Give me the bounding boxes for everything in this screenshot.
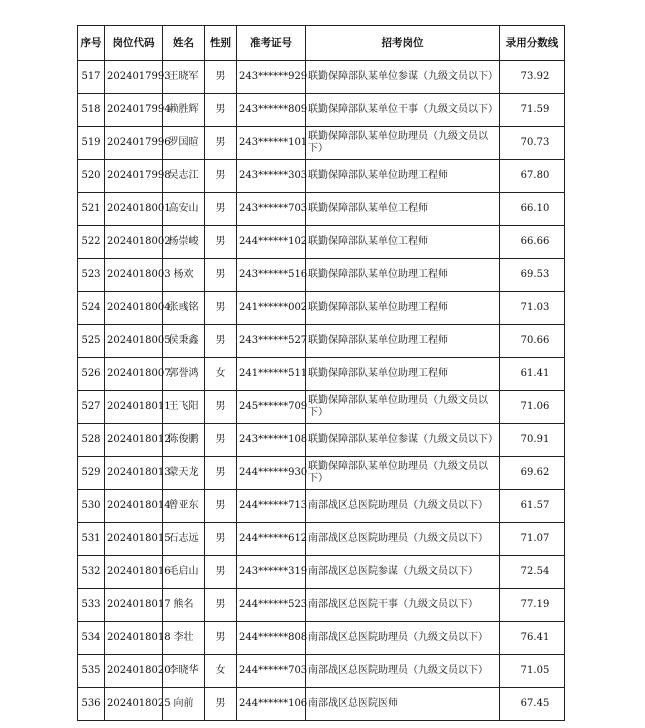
- cell-ticket-number: 243******703: [237, 193, 306, 226]
- cell-gender: 女: [205, 655, 237, 688]
- cell-serial: 527: [78, 391, 105, 424]
- cell-gender: 男: [205, 622, 237, 655]
- cell-ticket-number: 243******929: [237, 61, 306, 94]
- cell-gender: 男: [205, 688, 237, 721]
- cell-position: 联勤保障部队某单位工程师: [306, 193, 500, 226]
- cell-serial: 517: [78, 61, 105, 94]
- cell-name: 石志远: [163, 523, 205, 556]
- table-row: [78, 523, 565, 556]
- table-row: [78, 259, 565, 292]
- cell-post-code: 2024018013: [105, 457, 163, 490]
- table-row: [78, 589, 565, 622]
- cell-ticket-number: 243******516: [237, 259, 306, 292]
- cell-name: 赖胜辉: [163, 94, 205, 127]
- cell-post-code: 2024018011: [105, 391, 163, 424]
- table-row: [78, 160, 565, 193]
- cell-score: 71.05: [500, 655, 565, 688]
- cell-gender: 男: [205, 94, 237, 127]
- cell-post-code: 2024018004: [105, 292, 163, 325]
- cell-post-code: 2024018020: [105, 655, 163, 688]
- table-row: [78, 556, 565, 589]
- cell-name: 熊名: [163, 589, 205, 622]
- cell-post-code: 2024018012: [105, 424, 163, 457]
- cell-gender: 男: [205, 325, 237, 358]
- cell-post-code: 2024018018: [105, 622, 163, 655]
- table-row: [78, 655, 565, 688]
- cell-score: 73.92: [500, 61, 565, 94]
- cell-score: 61.57: [500, 490, 565, 523]
- cell-position: 联勤保障部队某单位参谋（九级文员以下）: [306, 424, 500, 457]
- cell-serial: 525: [78, 325, 105, 358]
- cell-serial: 520: [78, 160, 105, 193]
- cell-ticket-number: 245******709: [237, 391, 306, 424]
- cell-name: 杨崇峻: [163, 226, 205, 259]
- table-row: [78, 193, 565, 226]
- cell-score: 69.53: [500, 259, 565, 292]
- cell-post-code: 2024018015: [105, 523, 163, 556]
- cell-post-code: 2024017993: [105, 61, 163, 94]
- table-row: [78, 457, 565, 490]
- table-body: [78, 61, 565, 721]
- cell-serial: 519: [78, 127, 105, 160]
- cell-score: 71.07: [500, 523, 565, 556]
- cell-ticket-number: 243******303: [237, 160, 306, 193]
- cell-post-code: 2024018014: [105, 490, 163, 523]
- cell-name: 蒙天龙: [163, 457, 205, 490]
- cell-ticket-number: 244******703: [237, 655, 306, 688]
- cell-gender: 男: [205, 457, 237, 490]
- cell-score: 76.41: [500, 622, 565, 655]
- cell-post-code: 2024017996: [105, 127, 163, 160]
- cell-position: 南部战区总医院医师: [306, 688, 500, 721]
- cell-gender: 男: [205, 556, 237, 589]
- cell-score: 77.19: [500, 589, 565, 622]
- header-score-line: 录用分数线: [500, 26, 565, 61]
- cell-position: 南部战区总医院助理员（九级文员以下）: [306, 523, 500, 556]
- cell-position: 南部战区总医院干事（九级文员以下）: [306, 589, 500, 622]
- cell-name: 吴志江: [163, 160, 205, 193]
- cell-score: 67.80: [500, 160, 565, 193]
- cell-score: 72.54: [500, 556, 565, 589]
- cell-position: 联勤保障部队某单位助理工程师: [306, 292, 500, 325]
- cell-name: 罗国暄: [163, 127, 205, 160]
- header-position: 招考岗位: [306, 26, 500, 61]
- cell-ticket-number: 244******106: [237, 688, 306, 721]
- cell-position: 联勤保障部队某单位助理员（九级文员以下）: [306, 391, 500, 424]
- cell-gender: 男: [205, 292, 237, 325]
- cell-serial: 522: [78, 226, 105, 259]
- header-post-code: 岗位代码: [105, 26, 163, 61]
- cell-name: 杨欢: [163, 259, 205, 292]
- table-row: [78, 424, 565, 457]
- cell-post-code: 2024018007: [105, 358, 163, 391]
- cell-ticket-number: 244******102: [237, 226, 306, 259]
- cell-score: 70.73: [500, 127, 565, 160]
- cell-serial: 531: [78, 523, 105, 556]
- cell-gender: 男: [205, 61, 237, 94]
- cell-name: 向前: [163, 688, 205, 721]
- cell-gender: 男: [205, 259, 237, 292]
- cell-post-code: 2024018001: [105, 193, 163, 226]
- cell-post-code: 2024018016: [105, 556, 163, 589]
- cell-serial: 524: [78, 292, 105, 325]
- cell-post-code: 2024018003: [105, 259, 163, 292]
- cell-gender: 男: [205, 160, 237, 193]
- table-row: [78, 391, 565, 424]
- cell-ticket-number: 241******511: [237, 358, 306, 391]
- cell-ticket-number: 244******612: [237, 523, 306, 556]
- cell-ticket-number: 241******002: [237, 292, 306, 325]
- table-row: [78, 325, 565, 358]
- header-row: [78, 26, 565, 61]
- cell-score: 69.62: [500, 457, 565, 490]
- cell-ticket-number: 244******523: [237, 589, 306, 622]
- cell-ticket-number: 244******808: [237, 622, 306, 655]
- cell-gender: 男: [205, 523, 237, 556]
- cell-position: 联勤保障部队某单位干事（九级文员以下）: [306, 94, 500, 127]
- header-serial: 序号: [78, 26, 105, 61]
- cell-position: 南部战区总医院助理员（九级文员以下）: [306, 655, 500, 688]
- cell-position: 南部战区总医院参谋（九级文员以下）: [306, 556, 500, 589]
- cell-position: 联勤保障部队某单位助理工程师: [306, 358, 500, 391]
- cell-gender: 男: [205, 193, 237, 226]
- table-row: [78, 94, 565, 127]
- cell-gender: 男: [205, 127, 237, 160]
- cell-serial: 534: [78, 622, 105, 655]
- cell-ticket-number: 244******713: [237, 490, 306, 523]
- cell-gender: 男: [205, 424, 237, 457]
- cell-name: 毛启山: [163, 556, 205, 589]
- cell-position: 南部战区总医院助理员（九级文员以下）: [306, 490, 500, 523]
- cell-name: 陈俊鹏: [163, 424, 205, 457]
- cell-post-code: 2024017998: [105, 160, 163, 193]
- cell-post-code: 2024018002: [105, 226, 163, 259]
- cell-name: 郭誉鸿: [163, 358, 205, 391]
- table-row: [78, 358, 565, 391]
- cell-ticket-number: 243******527: [237, 325, 306, 358]
- cell-gender: 女: [205, 358, 237, 391]
- cell-name: 王飞阳: [163, 391, 205, 424]
- cell-ticket-number: 243******319: [237, 556, 306, 589]
- cell-name: 曾亚东: [163, 490, 205, 523]
- header-gender: 性别: [205, 26, 237, 61]
- table-row: [78, 226, 565, 259]
- cell-score: 71.03: [500, 292, 565, 325]
- cell-score: 71.06: [500, 391, 565, 424]
- cell-post-code: 2024018005: [105, 325, 163, 358]
- table-row: [78, 622, 565, 655]
- cell-name: 张彧铭: [163, 292, 205, 325]
- cell-serial: 526: [78, 358, 105, 391]
- admission-score-table: [77, 25, 565, 721]
- table-row: [78, 292, 565, 325]
- cell-score: 61.41: [500, 358, 565, 391]
- cell-gender: 男: [205, 226, 237, 259]
- header-name: 姓名: [163, 26, 205, 61]
- cell-serial: 532: [78, 556, 105, 589]
- cell-name: 李壮: [163, 622, 205, 655]
- cell-gender: 男: [205, 490, 237, 523]
- cell-score: 71.59: [500, 94, 565, 127]
- cell-post-code: 2024018025: [105, 688, 163, 721]
- header-ticket-number: 准考证号: [237, 26, 306, 61]
- cell-serial: 535: [78, 655, 105, 688]
- cell-position: 联勤保障部队某单位助理员（九级文员以下）: [306, 127, 500, 160]
- cell-serial: 521: [78, 193, 105, 226]
- cell-position: 联勤保障部队某单位工程师: [306, 226, 500, 259]
- cell-serial: 518: [78, 94, 105, 127]
- cell-score: 70.66: [500, 325, 565, 358]
- cell-position: 南部战区总医院助理员（九级文员以下）: [306, 622, 500, 655]
- cell-ticket-number: 244******930: [237, 457, 306, 490]
- cell-position: 联勤保障部队某单位助理工程师: [306, 259, 500, 292]
- cell-serial: 533: [78, 589, 105, 622]
- table-row: [78, 688, 565, 721]
- cell-serial: 536: [78, 688, 105, 721]
- cell-score: 70.91: [500, 424, 565, 457]
- cell-name: 王晓军: [163, 61, 205, 94]
- cell-score: 66.66: [500, 226, 565, 259]
- cell-name: 侯秉鑫: [163, 325, 205, 358]
- cell-serial: 529: [78, 457, 105, 490]
- cell-position: 联勤保障部队某单位参谋（九级文员以下）: [306, 61, 500, 94]
- cell-ticket-number: 243******809: [237, 94, 306, 127]
- cell-ticket-number: 243******101: [237, 127, 306, 160]
- cell-position: 联勤保障部队某单位助理员（九级文员以下）: [306, 457, 500, 490]
- table-row: [78, 61, 565, 94]
- cell-position: 联勤保障部队某单位助理工程师: [306, 325, 500, 358]
- cell-score: 66.10: [500, 193, 565, 226]
- table-row: [78, 490, 565, 523]
- cell-name: 高安山: [163, 193, 205, 226]
- cell-gender: 男: [205, 589, 237, 622]
- cell-gender: 男: [205, 391, 237, 424]
- cell-serial: 530: [78, 490, 105, 523]
- cell-post-code: 2024017994: [105, 94, 163, 127]
- cell-post-code: 2024018017: [105, 589, 163, 622]
- cell-serial: 528: [78, 424, 105, 457]
- cell-position: 联勤保障部队某单位助理工程师: [306, 160, 500, 193]
- cell-name: 李晓华: [163, 655, 205, 688]
- cell-serial: 523: [78, 259, 105, 292]
- cell-score: 67.45: [500, 688, 565, 721]
- cell-ticket-number: 243******108: [237, 424, 306, 457]
- table-row: [78, 127, 565, 160]
